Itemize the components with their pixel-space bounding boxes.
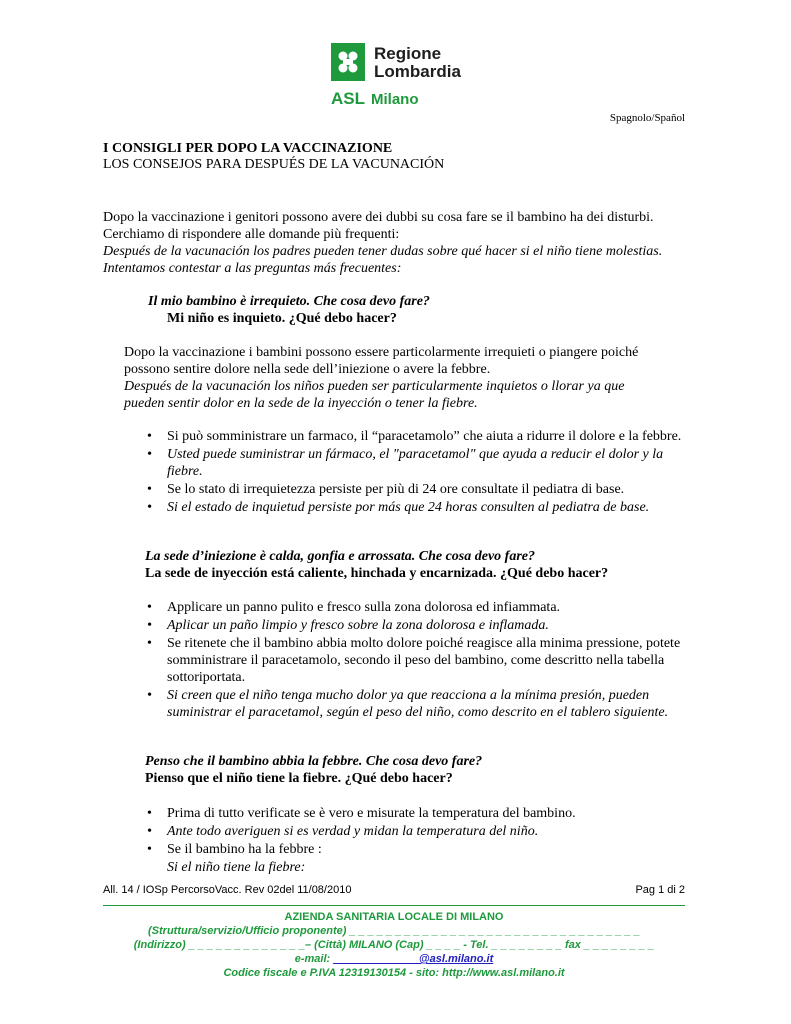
section1-it-line1: Dopo la vaccinazione i bambini possono essere particolarmente irrequieti o piangere poiché — [124, 345, 639, 360]
section1-paragraph — [124, 344, 638, 412]
intro-it-line2: Cerchiamo di rispondere alle domande più frequenti: — [103, 227, 400, 242]
section1-es-line2: pueden sentir dolor en la sede de la inyección o tener la fiebre. — [124, 396, 478, 411]
footer-email-label: e-mail: — [294, 953, 331, 965]
logo-text — [374, 45, 461, 81]
list-item: • Si el estado de inquietud persiste por más que 24 horas consulten al pediatra de base. — [145, 499, 690, 516]
list-item: • Prima di tutto verificate se è vero e misurate la temperatura del bambino. — [145, 805, 690, 822]
page-number: Pag 1 di 2 — [635, 884, 685, 896]
list-item: • Si creen que el niño tenga mucho dolor ya que reacciona a la mínima presión, pueden suministrar el paracetamol, según el peso del niño, como descrito en el tablero siguiente. — [145, 687, 690, 721]
footer-email-link[interactable]: ______________@asl.milano.it — [333, 953, 494, 965]
section1-it-line2: possono sentire dolore nella sede dell’iniezione o avere la febbre. — [124, 362, 491, 377]
section1-question-it: Il mio bambino è irrequieto. Che cosa devo fare? — [148, 294, 430, 309]
list-item: • Se ritenete che il bambino abbia molto dolore poiché reagisce alla minima pressione, potete somministrare il paracetamolo, secondo il peso del bambino, come descritto nella tabella sottoriportata. — [145, 635, 690, 686]
footer-address-line: (Indirizzo) _ _ _ _ _ _ _ _ _ _ _ _ _– (Città) MILANO (Cap) _ _ _ _ - Tel. _ _ _ _ _ _ _ _ fax _ _ _ _ _ _ _ _ — [133, 939, 655, 951]
regione-lombardia-logo-icon — [331, 43, 365, 81]
section1-bullet-list — [145, 428, 690, 517]
list-item: • Aplicar un paño limpio y fresco sobre la zona dolorosa e inflamada. — [145, 617, 690, 634]
list-item: • Applicare un panno pulito e fresco sulla zona dolorosa ed infiammata. — [145, 599, 690, 616]
language-label: Spagnolo/Spañol — [609, 112, 685, 124]
list-item: • Se lo stato di irrequietezza persiste per più di 24 ore consultate il pediatra di base. — [145, 481, 690, 498]
section1-es-line1: Después de la vacunación los niños pueden ser particularmente inquietos o llorar ya que — [124, 379, 625, 394]
footer-structure-line: (Struttura/servizio/Ufficio proponente) _ _ _ _ _ _ _ _ _ _ _ _ _ _ _ _ _ _ _ _ _ _ _ _ _ _ _ _ _ _ _ _ — [148, 925, 640, 937]
section3-question-es: Pienso que el niño tiene la fiebre. ¿Qué debo hacer? — [145, 771, 453, 786]
section3-question-it: Penso che il bambino abbia la febbre. Che cosa devo fare? — [145, 754, 483, 769]
section2-question-it: La sede d’iniezione è calda, gonfia e arrossata. Che cosa devo fare? — [145, 549, 536, 564]
list-item: • Se il bambino ha la febbre : — [145, 841, 690, 858]
logo-line1: Regione — [374, 44, 442, 63]
asl-city: Milano — [371, 91, 419, 108]
section2-question-es: La sede de inyección está caliente, hinchada y encarnizada. ¿Qué debo hacer? — [145, 566, 609, 581]
intro-es-line1: Después de la vacunación los padres pueden tener dudas sobre qué hacer si el niño tiene molestias. — [103, 244, 663, 259]
section3-bullet-list — [145, 805, 690, 877]
intro-paragraph — [103, 209, 662, 277]
list-item: Si el niño tiene la fiebre: — [167, 860, 306, 875]
logo-line2: Lombardia — [374, 62, 461, 81]
list-item: • Usted puede suministrar un fármaco, el "paracetamol" que ayuda a reducir el dolor y la fiebre. — [145, 446, 690, 480]
title-spanish: LOS CONSEJOS PARA DESPUÉS DE LA VACUNACIÓN — [103, 157, 445, 172]
intro-it-line1: Dopo la vaccinazione i genitori possono avere dei dubbi su cosa fare se il bambino ha dei disturbi. — [103, 210, 654, 225]
section2-bullet-list — [145, 599, 690, 722]
asl-milano-logo — [331, 89, 419, 109]
footer-email-line — [103, 952, 685, 966]
footer-divider — [103, 905, 685, 906]
footer-tax-site-line: Codice fiscale e P.IVA 12319130154 - sito: http://www.asl.milano.it — [223, 967, 565, 979]
document-reference: All. 14 / IOSp PercorsoVacc. Rev 02del 11/08/2010 — [103, 884, 352, 896]
list-item: • Si può somministrare un farmaco, il “paracetamolo” che aiuta a ridurre il dolore e la febbre. — [145, 428, 690, 445]
list-item: • Ante todo averiguen si es verdad y midan la temperatura del niño. — [145, 823, 690, 840]
title-italian: I CONSIGLI PER DOPO LA VACCINAZIONE — [103, 141, 393, 156]
intro-es-line2: Intentamos contestar a las preguntas más frecuentes: — [103, 261, 402, 276]
footer-organization: AZIENDA SANITARIA LOCALE DI MILANO — [284, 911, 504, 923]
asl-label: ASL — [331, 89, 365, 108]
section1-question-es: Mi niño es inquieto. ¿Qué debo hacer? — [167, 311, 397, 326]
